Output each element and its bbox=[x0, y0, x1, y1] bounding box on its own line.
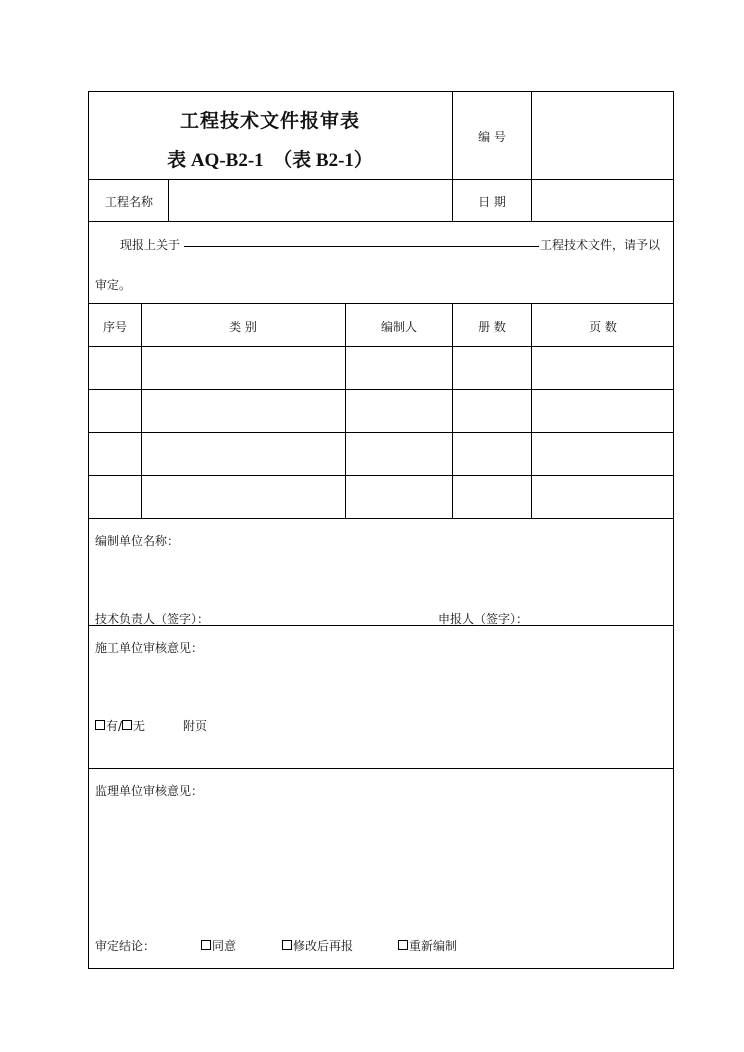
revise-label: 修改后再报 bbox=[293, 939, 354, 953]
form-title: 工程技术文件报审表 bbox=[179, 110, 361, 132]
attachment-label: 附页 bbox=[183, 719, 208, 733]
number-label: 编 号 bbox=[478, 130, 506, 144]
divider-table-row bbox=[88, 432, 674, 433]
conclusion-label: 审定结论： bbox=[95, 939, 156, 953]
column-header-category: 类 别 bbox=[229, 320, 257, 334]
tech-lead-signature-label: 技术负责人（签字）： bbox=[95, 612, 210, 626]
table-column-divider bbox=[141, 303, 142, 518]
table-column-divider bbox=[531, 303, 532, 518]
date-label: 日 期 bbox=[478, 195, 506, 209]
report-line2: 审定。 bbox=[95, 278, 132, 292]
project-name-label: 工程名称 bbox=[104, 195, 154, 209]
divider-header-vertical bbox=[531, 91, 532, 221]
has-label: 有/ bbox=[106, 719, 123, 733]
report-prefix: 现报上关于 bbox=[120, 238, 181, 252]
column-header-author: 编制人 bbox=[380, 320, 418, 334]
divider-header-vertical bbox=[452, 91, 453, 221]
report-suffix: 工程技术文件，请予以 bbox=[540, 238, 661, 252]
divider-construction-section bbox=[88, 768, 674, 769]
has-checkbox[interactable] bbox=[95, 720, 105, 730]
divider-table-row bbox=[88, 475, 674, 476]
option-approve[interactable] bbox=[201, 937, 236, 954]
table-column-divider bbox=[452, 303, 453, 518]
divider-header bbox=[88, 179, 674, 180]
no-label: 无 bbox=[133, 719, 146, 733]
table-column-divider bbox=[345, 303, 346, 518]
divider-project-row bbox=[88, 221, 674, 222]
divider-table-header bbox=[88, 346, 674, 347]
divider-project-name bbox=[168, 179, 169, 221]
recompile-checkbox[interactable] bbox=[398, 940, 408, 950]
option-revise-resubmit[interactable] bbox=[282, 937, 353, 954]
option-recompile[interactable] bbox=[398, 937, 457, 954]
supervision-review-label: 监理单位审核意见： bbox=[95, 784, 204, 798]
form-code: 表 AQ-B2-1 （表 B2-1） bbox=[167, 150, 373, 171]
column-header-pages: 页 数 bbox=[589, 320, 617, 334]
column-header-volumes: 册 数 bbox=[478, 320, 506, 334]
report-blank-line bbox=[184, 246, 539, 247]
approve-checkbox[interactable] bbox=[201, 940, 211, 950]
divider-table-row bbox=[88, 389, 674, 390]
revise-checkbox[interactable] bbox=[282, 940, 292, 950]
applicant-signature-label: 申报人（签字）： bbox=[438, 612, 529, 626]
construction-review-label: 施工单位审核意见： bbox=[95, 641, 204, 655]
no-checkbox[interactable] bbox=[122, 720, 132, 730]
divider-table-end bbox=[88, 518, 674, 519]
form-frame bbox=[88, 91, 674, 969]
compile-unit-label: 编制单位名称： bbox=[95, 534, 180, 548]
attachment-choice bbox=[95, 717, 145, 734]
column-header-index: 序号 bbox=[102, 320, 128, 334]
recompile-label: 重新编制 bbox=[409, 939, 458, 953]
divider-report-text bbox=[88, 303, 674, 304]
approve-label: 同意 bbox=[212, 939, 237, 953]
